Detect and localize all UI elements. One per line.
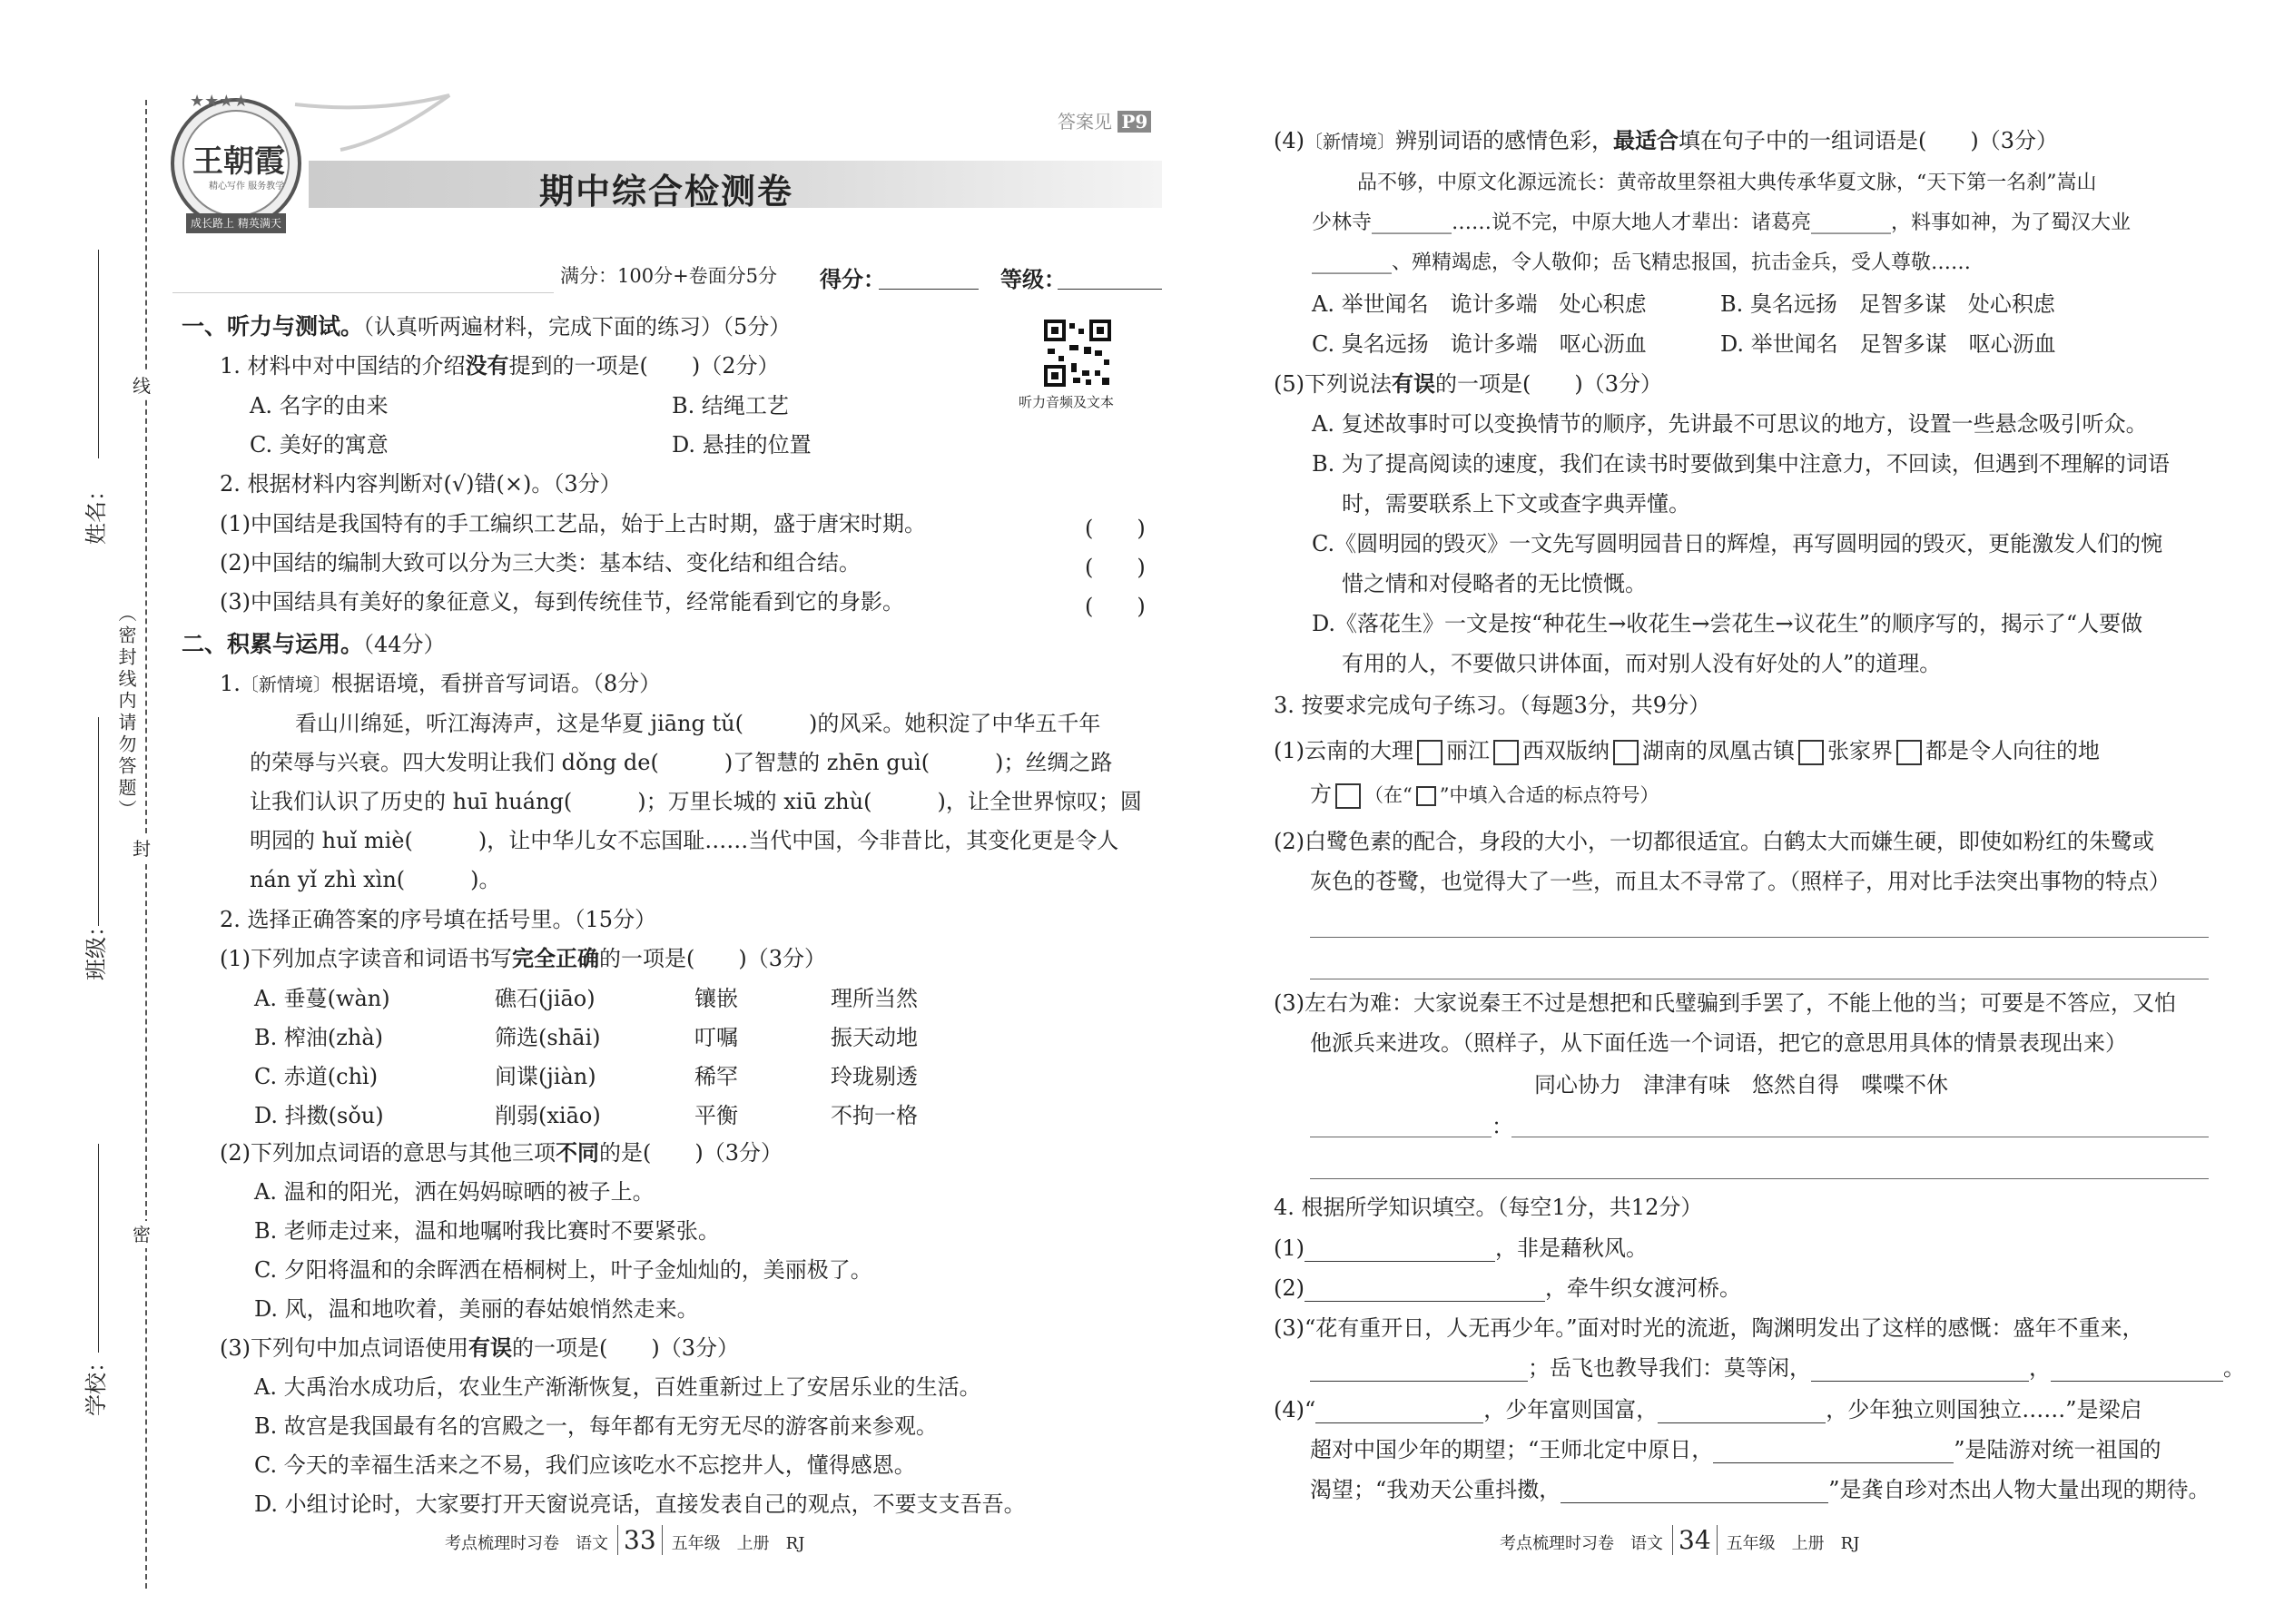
s4-item-1-num: (1) xyxy=(1274,1235,1305,1261)
q4-option-b[interactable]: B. 臭名远扬 足智多谋 处心积虑 xyxy=(1720,291,2055,317)
s4-item-1-text: ，非是藉秋风。 xyxy=(1495,1235,1648,1261)
s3q1-part-2: 丽江 xyxy=(1446,738,1490,763)
grade-label: 等级： xyxy=(1000,266,1066,292)
p2q2-option-b[interactable]: B. 老师走过来，温和地嘱咐我比赛时不要紧张。 xyxy=(254,1218,720,1244)
q4-stem xyxy=(1274,127,2058,155)
q5-option-d[interactable]: D.《落花生》一文是按“种花生→收花生→尝花生→议花生”的顺序写的，揭示了“人要做 xyxy=(1312,611,2143,636)
page-number-left: 33 xyxy=(617,1525,663,1555)
class-label: 班级： xyxy=(84,915,109,980)
p2q1-b-4: 振天动地 xyxy=(831,1025,918,1050)
page-title: 期中综合检测卷 xyxy=(539,171,794,212)
s4-item-4-line-1 xyxy=(1274,1396,2142,1423)
p2q1-stem-a: (1)下列加点字读音和词语书写 xyxy=(220,946,512,971)
s4-item-3-text-d: 。 xyxy=(2223,1355,2245,1381)
p2q1-c-1[interactable]: C. 赤道(chì) xyxy=(254,1064,379,1089)
logo-sub1: 精心写作 服务教学 xyxy=(209,182,285,192)
s3q1-part-4: 湖南的凤凰古镇 xyxy=(1642,738,1795,763)
q5-stem xyxy=(1274,370,1662,398)
s4-blank-8[interactable] xyxy=(1713,1441,1954,1463)
q4-num: (4) xyxy=(1274,128,1305,153)
p2q1-a-4: 理所当然 xyxy=(831,986,918,1011)
q5-emphasis: 有误 xyxy=(1392,370,1435,397)
p1-line-2: 的荣辱与兴衰。四大发明让我们 dǒng de( )了智慧的 zhēn guì( )；丝绸之路 xyxy=(250,750,1113,775)
q4-passage-1: 品不够，中原文化源远流长：黄帝故里祭祖大典传承华夏文脉，“天下第一名刹”嵩山 xyxy=(1357,172,2097,194)
q1-option-a[interactable]: A. 名字的由来 xyxy=(250,393,389,418)
p2q2-stem-a: (2)下列加点词语的意思与其他三项 xyxy=(220,1140,556,1166)
p2q2-option-c[interactable]: C. 夕阳将温和的余晖洒在梧桐树上，叶子金灿灿的，美丽极了。 xyxy=(254,1257,872,1283)
s4-item-3-text-c: ， xyxy=(2029,1355,2051,1381)
s3q3-line-2: 他派兵来进攻。（照样子，从下面任选一个词语，把它的意思用具体的情景表现出来） xyxy=(1310,1030,2127,1056)
section-2-title: 二、积累与运用。 xyxy=(182,631,364,657)
answer-page: P9 xyxy=(1117,111,1151,133)
punct-box-4[interactable] xyxy=(1798,740,1824,765)
score-label: 得分： xyxy=(820,266,885,292)
q4-option-d[interactable]: D. 举世闻名 足智多谋 呕心沥血 xyxy=(1720,331,2056,357)
name-label: 姓名： xyxy=(84,479,109,545)
s4-item-4-e: ”是陆游对统一祖国的 xyxy=(1954,1437,2161,1462)
s4-blank-7[interactable] xyxy=(1658,1401,1826,1423)
s4-item-4-f: 渴望；“我劝天公重抖擞， xyxy=(1310,1477,1561,1502)
q1-option-c[interactable]: C. 美好的寓意 xyxy=(250,432,389,458)
s3q1-part-3: 西双版纳 xyxy=(1522,738,1610,763)
p2q2-option-a[interactable]: A. 温和的阳光，洒在妈妈晾晒的被子上。 xyxy=(254,1179,655,1205)
score-info: 满分：100分+卷面分5分 xyxy=(560,265,778,287)
school-field-line[interactable] xyxy=(98,1144,99,1353)
q1-option-b[interactable]: B. 结绳工艺 xyxy=(672,393,789,418)
q2-item-1: (1)中国结是我国特有的手工编织工艺品，始于上古时期，盛于唐宋时期。 xyxy=(220,511,926,536)
p1-stem-text: 根据语境，看拼音写词语。（8分） xyxy=(330,671,662,696)
logo-text: 王朝霞 xyxy=(192,143,285,180)
logo-sub2: 成长路上 精英满天 xyxy=(191,217,281,230)
footer-right-grade: 五年级 上册 RJ xyxy=(1726,1534,1860,1553)
s3q1-part-1: (1)云南的大理 xyxy=(1274,738,1413,763)
s4-item-4-d: 超对中国少年的期望；“王师北定中原日， xyxy=(1310,1437,1714,1462)
p2q2-option-d[interactable]: D. 风，温和地吹着，美丽的春姑娘悄然走来。 xyxy=(254,1296,699,1322)
q5-option-c[interactable]: C.《圆明园的毁灭》一文先写圆明园昔日的辉煌，再写圆明园的毁灭，更能激发人们的惋 xyxy=(1312,531,2163,556)
p2q1-d-3: 平衡 xyxy=(694,1103,738,1128)
s3q3-word-choices: 同心协力 津津有味 悠然自得 喋喋不休 xyxy=(1534,1072,1948,1097)
p2q3-option-a[interactable]: A. 大禹治水成功后，农业生产渐渐恢复，百姓重新过上了安居乐业的生活。 xyxy=(254,1374,981,1400)
s3q1-line-2 xyxy=(1310,781,1659,809)
s3q1-l2a: 方 xyxy=(1310,782,1332,807)
s4-item-3-text-b: ；岳飞也教导我们：莫等闲， xyxy=(1528,1355,1811,1381)
p2q1-b-2: 筛选(shāi) xyxy=(495,1025,601,1050)
school-label: 学校： xyxy=(84,1351,109,1416)
p2q1-a-2: 礁石(jiāo) xyxy=(495,986,596,1011)
p2q2-stem-c: 的是( )（3分） xyxy=(599,1140,783,1166)
s4-item-4-g: ”是龚自珍对杰出人物大量出现的期待。 xyxy=(1828,1477,2210,1502)
s3q3-colon: ： xyxy=(1492,1114,1513,1139)
q1-stem-a: 1. 材料中对中国结的介绍 xyxy=(220,353,466,379)
seal-note: （密封线内请勿答题） xyxy=(115,604,137,822)
q5-option-d-cont: 有用的人，不要做只讲体面，而对别人没有好处的人”的道理。 xyxy=(1342,651,1942,676)
s3q1-line-1 xyxy=(1274,737,2100,765)
p2q1-c-3: 稀罕 xyxy=(694,1064,738,1089)
footer-left xyxy=(445,1525,804,1555)
p2q1-c-2: 间谍(jiàn) xyxy=(495,1064,596,1089)
s3q1-l2c: ”中填入合适的标点符号） xyxy=(1439,784,1659,806)
section-1-note: （认真听两遍材料，完成下面的练习）（5分） xyxy=(363,314,792,340)
s4-item-2-num: (2) xyxy=(1274,1275,1305,1301)
q4-passage-3: ________、殚精竭虑，令人敬仰；岳飞精忠报国，抗击金兵，受人尊敬…… xyxy=(1312,251,1972,274)
q2-item-2-answer[interactable]: ( ) xyxy=(1085,555,1146,580)
q2-item-2: (2)中国结的编制大致可以分为三大类：基本结、变化结和组合结。 xyxy=(220,550,861,576)
p1-line-4: 明园的 huǐ miè( )，让中华儿女不忘国耻……当代中国，今非昔比，其变化更是令人 xyxy=(250,828,1119,853)
punct-box-5[interactable] xyxy=(1896,740,1922,765)
s4-blank-4[interactable] xyxy=(1811,1359,2029,1382)
q5-option-b-cont: 时，需要联系上下文或查字典弄懂。 xyxy=(1342,491,1690,517)
q4-emphasis: 最适合 xyxy=(1613,127,1679,153)
name-field-line[interactable] xyxy=(98,250,99,458)
section-1-title: 一、听力与测试。 xyxy=(182,313,364,340)
p2-stem: 2. 选择正确答案的序号填在括号里。（15分） xyxy=(220,907,657,932)
answer-ref xyxy=(1058,107,1151,133)
qr-caption: 听力音频及文本 xyxy=(1019,394,1115,410)
mark-xian: 线 xyxy=(133,372,151,399)
p2q1-d-1[interactable]: D. 抖擞(sǒu) xyxy=(254,1103,384,1128)
p2q1-b-1[interactable]: B. 榨油(zhà) xyxy=(254,1025,384,1050)
s4-item-2-text: ，牵牛织女渡河桥。 xyxy=(1545,1275,1741,1301)
q1-stem xyxy=(220,352,780,379)
p2q2-emphasis: 不同 xyxy=(556,1139,599,1166)
q4-stem-d: 填在句子中的一组词语是( )（3分） xyxy=(1679,128,2058,153)
p2q1-d-2: 削弱(xiāo) xyxy=(495,1103,601,1128)
p1-stem xyxy=(220,670,661,698)
p2q3-option-b[interactable]: B. 故宫是我国最有名的宫殿之一，每年都有无穷无尽的游客前来参观。 xyxy=(254,1413,938,1439)
p2q1-b-3: 叮嘱 xyxy=(694,1025,738,1050)
p2q2-stem xyxy=(220,1139,783,1166)
s4-item-4-line-3 xyxy=(1310,1476,2210,1503)
s3q2-answer-line-1[interactable] xyxy=(1310,937,2209,938)
p2q3-stem xyxy=(220,1334,739,1362)
p1-line-1: 看山川绵延，听江海涛声，这是华夏 jiāng tǔ( )的风采。她积淀了中华五千年 xyxy=(295,711,1101,736)
q4-option-a[interactable]: A. 举世闻名 诡计多端 处心积虑 xyxy=(1312,291,1647,317)
p2q3-emphasis: 有误 xyxy=(468,1334,512,1361)
s4-item-3-line-1: (3)“花有重开日，人无再少年。”面对时光的流逝，陶渊明发出了这样的感慨：盛年不重来， xyxy=(1274,1315,2144,1341)
p2q1-a-1[interactable]: A. 垂蔓(wàn) xyxy=(254,986,390,1011)
footer-left-series: 考点梳理时习卷 语文 xyxy=(445,1534,608,1553)
q4-passage-2: 少林寺________……说不完，中原大地人才辈出：诸葛亮________，料事如神，为了蜀汉大业 xyxy=(1312,212,2132,234)
s4-item-4-line-2 xyxy=(1310,1436,2161,1463)
s4-blank-2[interactable] xyxy=(1305,1279,1545,1302)
s4-blank-1[interactable] xyxy=(1305,1239,1495,1262)
q2-stem: 2. 根据材料内容判断对(√)错(×)。（3分） xyxy=(220,471,622,497)
q5-option-a[interactable]: A. 复述故事时可以变换情节的顺序，先讲最不可思议的地方，设置一些悬念吸引听众。 xyxy=(1312,411,2148,437)
p2q1-stem-c: 的一项是( )（3分） xyxy=(599,946,826,971)
q5-stem-c: 的一项是( )（3分） xyxy=(1435,371,1662,397)
section-2-note: （44分） xyxy=(363,632,446,657)
s4-item-4-c: ，少年独立则国独立……”是梁启 xyxy=(1826,1397,2142,1422)
footer-right-series: 考点梳理时习卷 语文 xyxy=(1500,1534,1663,1553)
punct-box-6[interactable] xyxy=(1335,783,1361,809)
section-1-heading xyxy=(182,313,791,340)
q1-option-d[interactable]: D. 悬挂的位置 xyxy=(672,432,812,458)
section-2-heading xyxy=(182,631,446,658)
p2q1-a-3: 镶嵌 xyxy=(694,986,738,1011)
q4-option-c[interactable]: C. 臭名远扬 诡计多端 呕心沥血 xyxy=(1312,331,1647,357)
score-field[interactable] xyxy=(879,289,979,290)
section-3-stem: 3. 按要求完成句子练习。（每题3分，共9分） xyxy=(1274,693,1711,718)
p2q1-d-4: 不拘一格 xyxy=(831,1103,918,1128)
p1-tag: 〔新情境〕 xyxy=(240,674,331,695)
q1-emphasis: 没有 xyxy=(465,352,509,379)
s3q3-line-1: (3)左右为难：大家说秦王不过是想把和氏璧骗到手罢了，不能上他的当；可要是不答应，又怕 xyxy=(1274,990,2176,1016)
s3q3-answer-line-2[interactable] xyxy=(1310,1178,2209,1179)
p2q3-stem-a: (3)下列句中加点词语使用 xyxy=(220,1335,468,1361)
p2q3-option-d[interactable]: D. 小组讨论时，大家要打开天窗说亮话，直接发表自己的观点，不要支支吾吾。 xyxy=(254,1491,1026,1517)
s4-item-4-a: (4)“ xyxy=(1274,1397,1316,1422)
punct-box-3[interactable] xyxy=(1613,740,1639,765)
s4-item-4-b: ，少年富则国富， xyxy=(1483,1397,1659,1422)
p2q1-emphasis: 完全正确 xyxy=(512,945,599,971)
p1-num: 1. xyxy=(220,671,241,696)
p2q3-option-c[interactable]: C. 今天的幸福生活来之不易，我们应该吃水不忘挖井人，懂得感恩。 xyxy=(254,1452,916,1478)
hint-box-icon xyxy=(1416,786,1436,806)
p2q3-stem-c: 的一项是( )（3分） xyxy=(512,1335,739,1361)
q2-item-3-answer[interactable]: ( ) xyxy=(1085,594,1146,619)
footer-right xyxy=(1500,1525,1859,1555)
punct-box-2[interactable] xyxy=(1493,740,1519,765)
s3q1-part-5: 张家界 xyxy=(1827,738,1893,763)
s4-blank-5[interactable] xyxy=(2051,1359,2223,1382)
q2-item-3: (3)中国结具有美好的象征意义，每到传统佳节，经常能看到它的身影。 xyxy=(220,589,904,615)
answer-ref-label: 答案见 xyxy=(1058,111,1112,133)
punct-box-1[interactable] xyxy=(1417,740,1442,765)
q2-item-1-answer[interactable]: ( ) xyxy=(1085,516,1146,541)
footer-left-grade: 五年级 上册 RJ xyxy=(671,1534,805,1553)
header-rule-left xyxy=(172,292,554,293)
mark-feng: 封 xyxy=(133,835,151,862)
section-4-stem: 4. 根据所学知识填空。（每空1分，共12分） xyxy=(1274,1195,1703,1220)
q4-stem-b: 辨别词语的感情色彩， xyxy=(1395,128,1613,153)
p2q1-stem xyxy=(220,945,826,972)
s4-item-3-line-2 xyxy=(1310,1354,2245,1382)
s4-item-1 xyxy=(1274,1235,1648,1262)
s4-item-2 xyxy=(1274,1275,1741,1302)
s3q2-line-2: 灰色的苍鹭，也觉得大了一些，而且太不寻常了。（照样子，用对比手法突出事物的特点） xyxy=(1310,869,2171,894)
s3q1-part-6: 都是令人向往的地 xyxy=(1925,738,2100,763)
s4-blank-9[interactable] xyxy=(1561,1481,1828,1503)
s3q1-l2b: （在“ xyxy=(1364,784,1413,806)
mark-mi: 密 xyxy=(133,1221,151,1248)
p1-line-5: nán yǐ zhì xìn( )。 xyxy=(250,867,501,892)
q5-option-c-cont: 惜之情和对侵略者的无比愤慨。 xyxy=(1342,571,1647,596)
q5-option-b[interactable]: B. 为了提高阅读的速度，我们在读书时要做到集中注意力，不回读，但遇到不理解的词语 xyxy=(1312,451,2170,477)
class-field-line[interactable] xyxy=(98,717,99,926)
q4-tag: 〔新情境〕 xyxy=(1305,131,1395,153)
grade-field[interactable] xyxy=(1058,289,1162,290)
s4-blank-6[interactable] xyxy=(1315,1401,1483,1423)
p2q1-c-4: 玲珑剔透 xyxy=(831,1064,918,1089)
qr-code-icon[interactable] xyxy=(1044,320,1111,387)
q5-stem-a: (5)下列说法 xyxy=(1274,371,1392,397)
p1-line-3: 让我们认识了历史的 huī huáng( )；万里长城的 xiū zhù( )，让全世界惊叹；圆 xyxy=(250,789,1142,814)
s3q2-line-1: (2)白鹭色素的配合，身段的大小，一切都很适宜。白鹤太大而嫌生硬，即使如粉红的朱鹭或 xyxy=(1274,829,2154,854)
q1-stem-c: 提到的一项是( )（2分） xyxy=(508,353,780,379)
page-number-right: 34 xyxy=(1672,1525,1718,1555)
s4-blank-3[interactable] xyxy=(1310,1359,1528,1382)
svg-text:★★★★: ★★★★ xyxy=(190,92,249,111)
